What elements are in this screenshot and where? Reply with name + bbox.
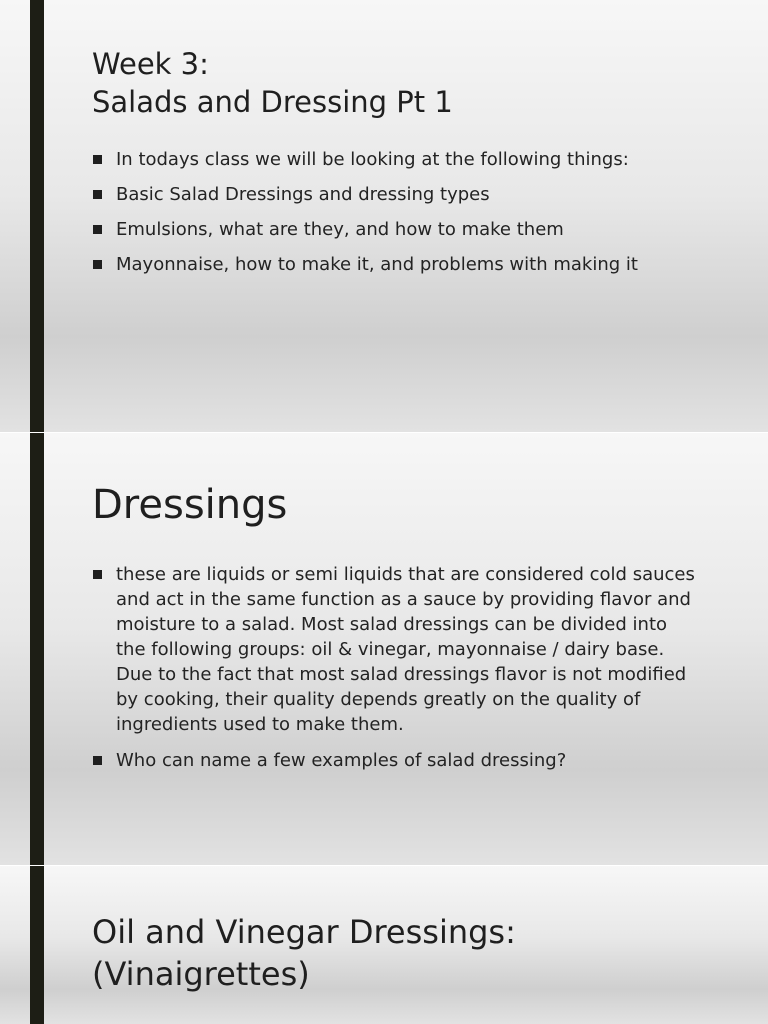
slide-week3-intro (0, 0, 768, 432)
bullet-text: Who can name a few examples of salad dressing? (116, 750, 567, 771)
title-line: Oil and Vinegar Dressings: (92, 913, 516, 951)
slide-title (92, 911, 516, 995)
list-item (92, 252, 702, 277)
list-item (92, 147, 702, 172)
slide-title (92, 45, 453, 121)
bullet-text: Emulsions, what are they, and how to make them (116, 219, 564, 240)
title-line: Week 3: (92, 47, 209, 81)
square-bullet-icon (93, 570, 102, 579)
slide-title (92, 480, 287, 530)
bullet-text: In todays class we will be looking at the following things: (116, 149, 629, 170)
list-item (92, 562, 702, 737)
title-line: (Vinaigrettes) (92, 955, 310, 993)
list-item (92, 748, 702, 773)
bullet-list (92, 147, 702, 287)
list-item (92, 182, 702, 207)
title-line: Dressings (92, 482, 288, 528)
square-bullet-icon (93, 225, 102, 234)
title-line: Salads and Dressing Pt 1 (92, 85, 453, 119)
bullet-list (92, 562, 702, 784)
square-bullet-icon (93, 756, 102, 765)
slide-oil-vinegar (0, 866, 768, 1024)
square-bullet-icon (93, 260, 102, 269)
square-bullet-icon (93, 190, 102, 199)
square-bullet-icon (93, 155, 102, 164)
slide-dressings (0, 433, 768, 865)
bullet-text: Basic Salad Dressings and dressing types (116, 184, 490, 205)
bullet-text: Mayonnaise, how to make it, and problems with making it (116, 254, 638, 275)
list-item (92, 217, 702, 242)
bullet-text: these are liquids or semi liquids that are considered cold sauces and act in the same function as a sauce by providing flavor and moisture to a salad. Most salad dressings can be divided into the following groups: oil & vinegar, mayonnaise / dairy base. Due to the fact that most salad dressings flavor is not modified by cooking, their quality depends greatly on the quality of ingredients used to make them. (116, 564, 695, 735)
